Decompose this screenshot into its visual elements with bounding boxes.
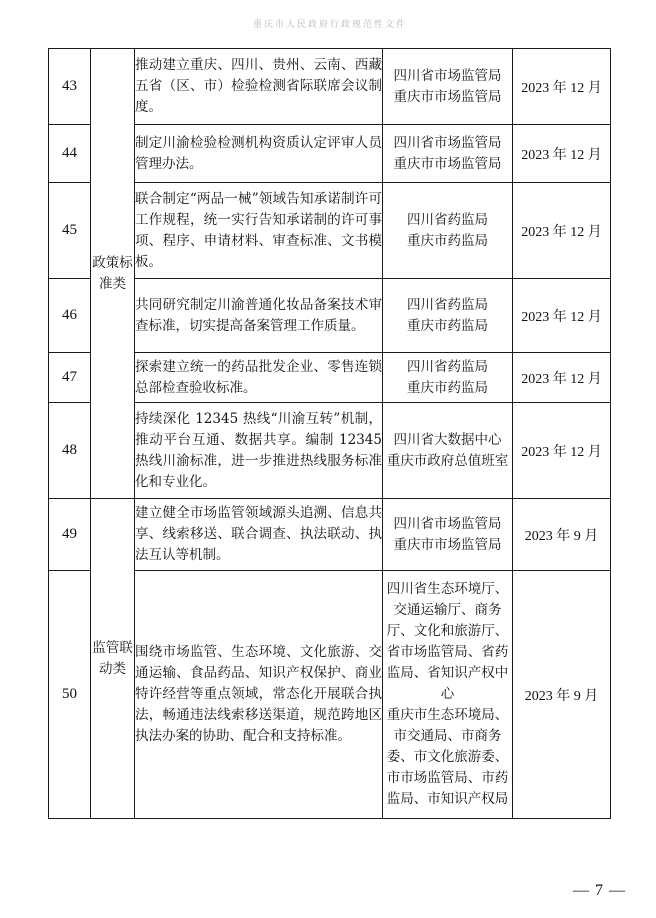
task-text: 制定川渝检验检测机构资质认定评审人员管理办法。 — [135, 125, 383, 183]
dept-cell — [383, 183, 513, 279]
deadline: 2023 年 9 月 — [513, 571, 611, 819]
deadline: 2023 年 12 月 — [513, 125, 611, 183]
dept-sichuan: 四川省生态环境厅、交通运输厅、商务厅、文化和旅游厅、省市场监管局、省药监局、省知识产权中心 — [386, 581, 509, 702]
row-number: 45 — [49, 183, 91, 279]
category-label: 政策标准类 — [92, 254, 133, 292]
deadline: 2023 年 12 月 — [513, 353, 611, 403]
dept-chongqing: 重庆市生态环境局、市交通局、市商务委、市文化旅游委、市市场监管局、市药监局、市知识产权局 — [386, 707, 509, 807]
dept-cell — [383, 403, 513, 499]
dept-chongqing: 重庆市市场监管局 — [393, 536, 502, 553]
dept-sichuan: 四川省大数据中心 — [393, 431, 502, 448]
dept-cell — [383, 125, 513, 183]
dept-cell — [383, 499, 513, 571]
table-row — [49, 49, 611, 125]
category-cell — [91, 499, 135, 819]
dept-sichuan: 四川省药监局 — [407, 211, 488, 228]
deadline: 2023 年 12 月 — [513, 183, 611, 279]
task-text: 探索建立统一的药品批发企业、零售连锁总部检查验收标准。 — [135, 353, 383, 403]
table-row — [49, 499, 611, 571]
page-header: 重庆市人民政府行政规范性文件 — [252, 20, 407, 30]
row-number: 47 — [49, 353, 91, 403]
dept-chongqing: 重庆市市场监管局 — [393, 155, 502, 172]
row-number: 50 — [49, 571, 91, 819]
dept-sichuan: 四川省市场监管局 — [393, 134, 502, 151]
dept-cell — [383, 279, 513, 353]
dept-chongqing: 重庆市市场监管局 — [393, 88, 502, 105]
dept-cell — [383, 49, 513, 125]
row-number: 43 — [49, 49, 91, 125]
deadline: 2023 年 12 月 — [513, 279, 611, 353]
deadline: 2023 年 9 月 — [513, 499, 611, 571]
task-text: 共同研究制定川渝普通化妆品备案技术审查标准，切实提高备案管理工作质量。 — [135, 279, 383, 353]
task-text: 推动建立重庆、四川、贵州、云南、西藏五省（区、市）检验检测省际联席会议制度。 — [135, 49, 383, 125]
task-text: 联合制定“两品一械”领域告知承诺制许可工作规程，统一实行告知承诺制的许可事项、程序、申请材料、审查标准、文书模板。 — [135, 183, 383, 279]
dept-chongqing: 重庆市药监局 — [407, 379, 488, 396]
category-cell — [91, 49, 135, 499]
row-number: 48 — [49, 403, 91, 499]
task-table — [48, 48, 611, 819]
deadline: 2023 年 12 月 — [513, 49, 611, 125]
task-text: 建立健全市场监管领域源头追溯、信息共享、线索移送、联合调查、执法联动、执法互认等机制。 — [135, 499, 383, 571]
page-number: — 7 — — [573, 882, 626, 899]
dept-sichuan: 四川省药监局 — [407, 358, 488, 375]
task-text: 持续深化 12345 热线“川渝互转”机制，推动平台互通、数据共享。编制 12345 热线川渝标准，进一步推进热线服务标准化和专业化。 — [135, 403, 383, 499]
task-text: 围绕市场监管、生态环境、文化旅游、交通运输、食品药品、知识产权保护、商业特许经营等重点领域，常态化开展联合执法，畅通违法线索移送渠道，规范跨地区执法办案的协助、配合和支持标准。 — [135, 571, 383, 819]
dept-cell — [383, 353, 513, 403]
dept-chongqing: 重庆市药监局 — [407, 317, 488, 334]
dept-sichuan: 四川省市场监管局 — [393, 67, 502, 84]
row-number: 46 — [49, 279, 91, 353]
row-number: 49 — [49, 499, 91, 571]
dept-sichuan: 四川省药监局 — [407, 296, 488, 313]
deadline: 2023 年 12 月 — [513, 403, 611, 499]
row-number: 44 — [49, 125, 91, 183]
dept-sichuan: 四川省市场监管局 — [393, 515, 502, 532]
dept-cell — [383, 571, 513, 819]
category-label: 监管联动类 — [92, 639, 133, 677]
dept-chongqing: 重庆市政府总值班室 — [386, 452, 509, 469]
dept-chongqing: 重庆市药监局 — [407, 232, 488, 249]
